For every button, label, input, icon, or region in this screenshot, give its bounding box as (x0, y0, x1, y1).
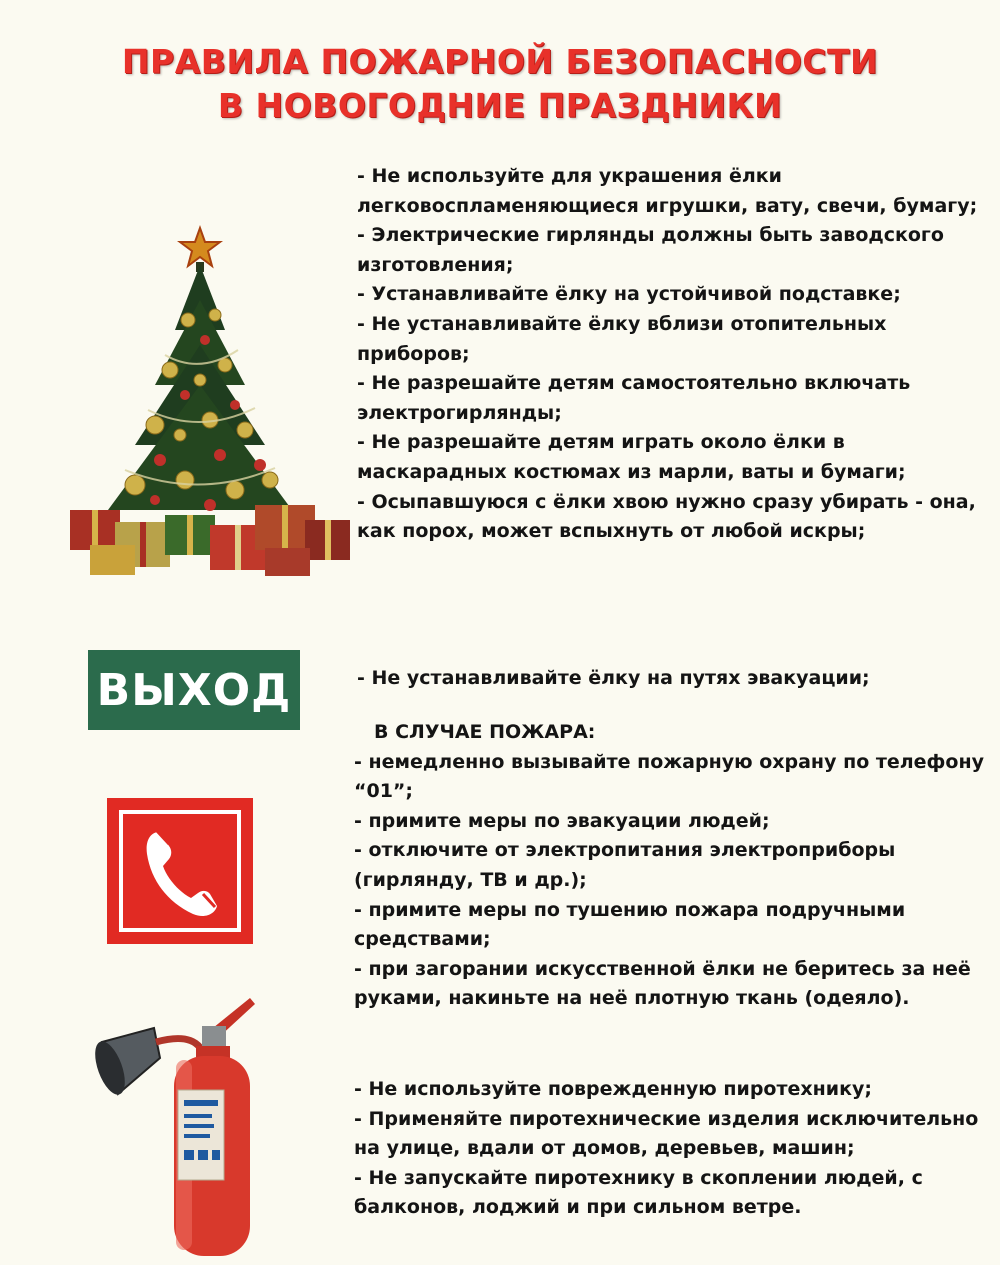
fire-phone-sign (107, 798, 253, 944)
pyrotechnics-rules (354, 1075, 994, 1223)
exit-sign-label: ВЫХОД (96, 664, 292, 716)
fire-case-heading: В СЛУЧАЕ ПОЖАРА: (374, 721, 596, 743)
pyro-rule-item: - Применяйте пиротехнические изделия исключительно на улице, вдали от домов, деревьев, машин; (354, 1107, 979, 1160)
page-title (0, 40, 1000, 128)
christmas-tree-icon (60, 180, 360, 580)
evacuation-rule (357, 664, 987, 694)
rule-item: - Не устанавливайте ёлку на путях эвакуации; (357, 667, 870, 689)
fire-case-item: - при загорании искусственной ёлки не беритесь за неё руками, накиньте на неё плотную ткань (одеяло). (354, 957, 971, 1010)
rule-item: - Не разрешайте детям играть около ёлки в маскарадных костюмах из марли, ваты и бумаги; (357, 431, 906, 483)
page-title-line-1: ПРАВИЛА ПОЖАРНОЙ БЕЗОПАСНОСТИ (121, 42, 879, 81)
fire-extinguisher-icon (90, 990, 280, 1260)
rule-item: - Осыпавшуюся с ёлки хвою нужно сразу убирать - она, как порох, может вспыхнуть от любой искры; (357, 490, 976, 543)
rule-item: - Устанавливайте ёлку на устойчивой подставке; (357, 283, 901, 306)
fire-case-item: - примите меры по эвакуации людей; (354, 809, 770, 832)
rule-item: - Не устанавливайте ёлку вблизи отопительных приборов; (357, 312, 887, 365)
rule-item: - Не используйте для украшения ёлки легковоспламеняющиеся игрушки, вату, свечи, бумагу; (357, 165, 978, 217)
rule-item: - Электрические гирлянды должны быть заводского изготовления; (357, 224, 944, 276)
page-title-line-2: В НОВОГОДНИЕ ПРАЗДНИКИ (217, 86, 783, 125)
exit-sign (88, 650, 300, 730)
fire-case-item: - отключите от электропитания электроприборы (гирлянду, ТВ и др.); (354, 839, 896, 891)
fire-case-item: - немедленно вызывайте пожарную охрану по телефону “01”; (354, 750, 984, 803)
fire-case-item: - примите меры по тушению пожара подручными средствами; (354, 898, 906, 951)
rule-item: - Не разрешайте детям самостоятельно включать электрогирлянды; (357, 372, 911, 424)
tree-rules (357, 162, 987, 547)
pyro-rule-item: - Не запускайте пиротехнику в скоплении людей, с балконов, лоджий и при сильном ветре. (354, 1166, 923, 1219)
fire-case-section (354, 718, 994, 1014)
pyro-rule-item: - Не используйте поврежденную пиротехнику; (354, 1078, 872, 1100)
phone-icon (107, 798, 253, 944)
